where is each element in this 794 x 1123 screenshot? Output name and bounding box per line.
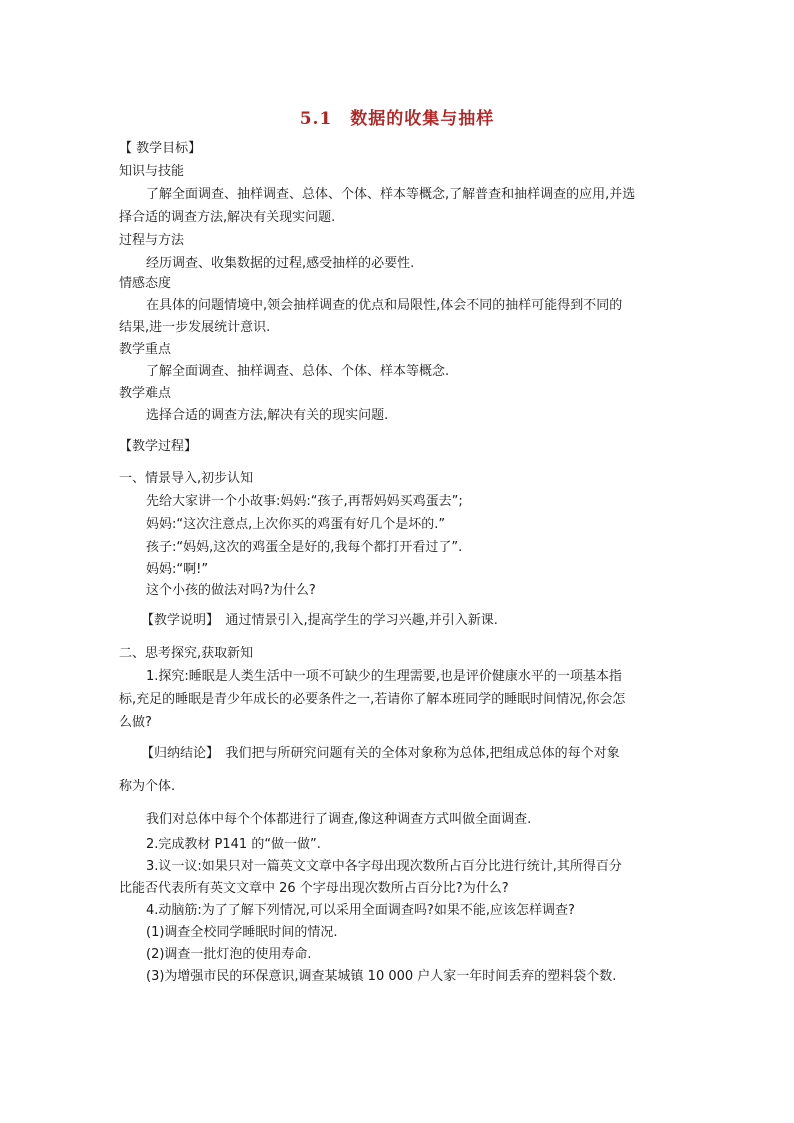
paragraph-line: 3.议一议:如果只对一篇英文文章中各字母出现次数所占百分比进行统计,其所得百分 — [146, 859, 622, 874]
paragraph-line: 妈妈:“这次注意点,上次你买的鸡蛋有好几个是坏的.” — [146, 517, 446, 532]
paragraph-line: 择合适的调查方法,解决有关现实问题. — [119, 210, 336, 225]
subheading-knowledge-skills: 知识与技能 — [119, 164, 185, 179]
section-heading-explore: 二、思考探究,获取新知 — [119, 646, 254, 661]
teaching-note: 【教学说明】 通过情景引入,提高学生的学习兴趣,并引入新课. — [141, 613, 498, 628]
page-title: 5.1 数据的收集与抽样 — [299, 109, 495, 129]
paragraph-line: 比能否代表所有英文文章中 26 个字母出现次数所占百分比?为什么? — [119, 881, 509, 896]
subheading-process-methods: 过程与方法 — [119, 233, 185, 248]
section-heading-intro: 一、情景导入,初步认知 — [119, 471, 254, 486]
section-heading-process: 【教学过程】 — [119, 439, 198, 454]
paragraph-line: 了解全面调查、抽样调查、总体、个体、样本等概念. — [146, 364, 450, 379]
paragraph-line: 么做? — [119, 715, 152, 730]
paragraph-line: 这个小孩的做法对吗?为什么? — [146, 583, 316, 598]
paragraph-line: 先给大家讲一个小故事:妈妈:“孩子,再帮妈妈买鸡蛋去”; — [146, 494, 463, 509]
paragraph-line: 称为个体. — [119, 779, 176, 794]
list-item: (2)调查一批灯泡的使用寿命. — [146, 947, 312, 962]
subheading-attitude: 情感态度 — [119, 276, 172, 291]
paragraph-line: 经历调查、收集数据的过程,感受抽样的必要性. — [146, 256, 415, 271]
list-item: (3)为增强市民的环保意识,调查某城镇 10 000 户人家一年时间丢弃的塑料袋个数. — [146, 969, 617, 984]
subheading-difficulties: 教学难点 — [119, 386, 172, 401]
paragraph-line: 妈妈:“啊!” — [146, 562, 209, 577]
paragraph-line: 4.动脑筋:为了了解下列情况,可以采用全面调查吗?如果不能,应该怎样调查? — [146, 903, 575, 918]
paragraph-line: 选择合适的调查方法,解决有关的现实问题. — [146, 408, 389, 423]
paragraph-line: 1.探究:睡眠是人类生活中一项不可缺少的生理需要,也是评价健康水平的一项基本指 — [146, 669, 622, 684]
paragraph-line: 我们对总体中每个个体都进行了调查,像这种调查方式叫做全面调查. — [146, 812, 532, 827]
paragraph-line: 结果,进一步发展统计意识. — [119, 320, 271, 335]
paragraph-line: 孩子:“妈妈,这次的鸡蛋全是好的,我每个都打开看过了”. — [146, 540, 463, 555]
conclusion-line: 【归纳结论】 我们把与所研究问题有关的全体对象称为总体,把组成总体的每个对象 — [141, 746, 620, 761]
list-item: (1)调查全校同学睡眠时间的情况. — [146, 925, 338, 940]
paragraph-line: 了解全面调查、抽样调查、总体、个体、样本等概念,了解普查和抽样调查的应用,并选 — [146, 187, 636, 202]
subheading-key-points: 教学重点 — [119, 342, 172, 357]
paragraph-line: 标,充足的睡眠是青少年成长的必要条件之一,若请你了解本班同学的睡眠时间情况,你会怎 — [119, 692, 626, 707]
paragraph-line: 2.完成教材 P141 的“做一做”. — [146, 837, 321, 852]
section-heading-objectives: 【 教学目标】 — [119, 141, 202, 156]
paragraph-line: 在具体的问题情境中,领会抽样调查的优点和局限性,体会不同的抽样可能得到不同的 — [146, 298, 623, 313]
